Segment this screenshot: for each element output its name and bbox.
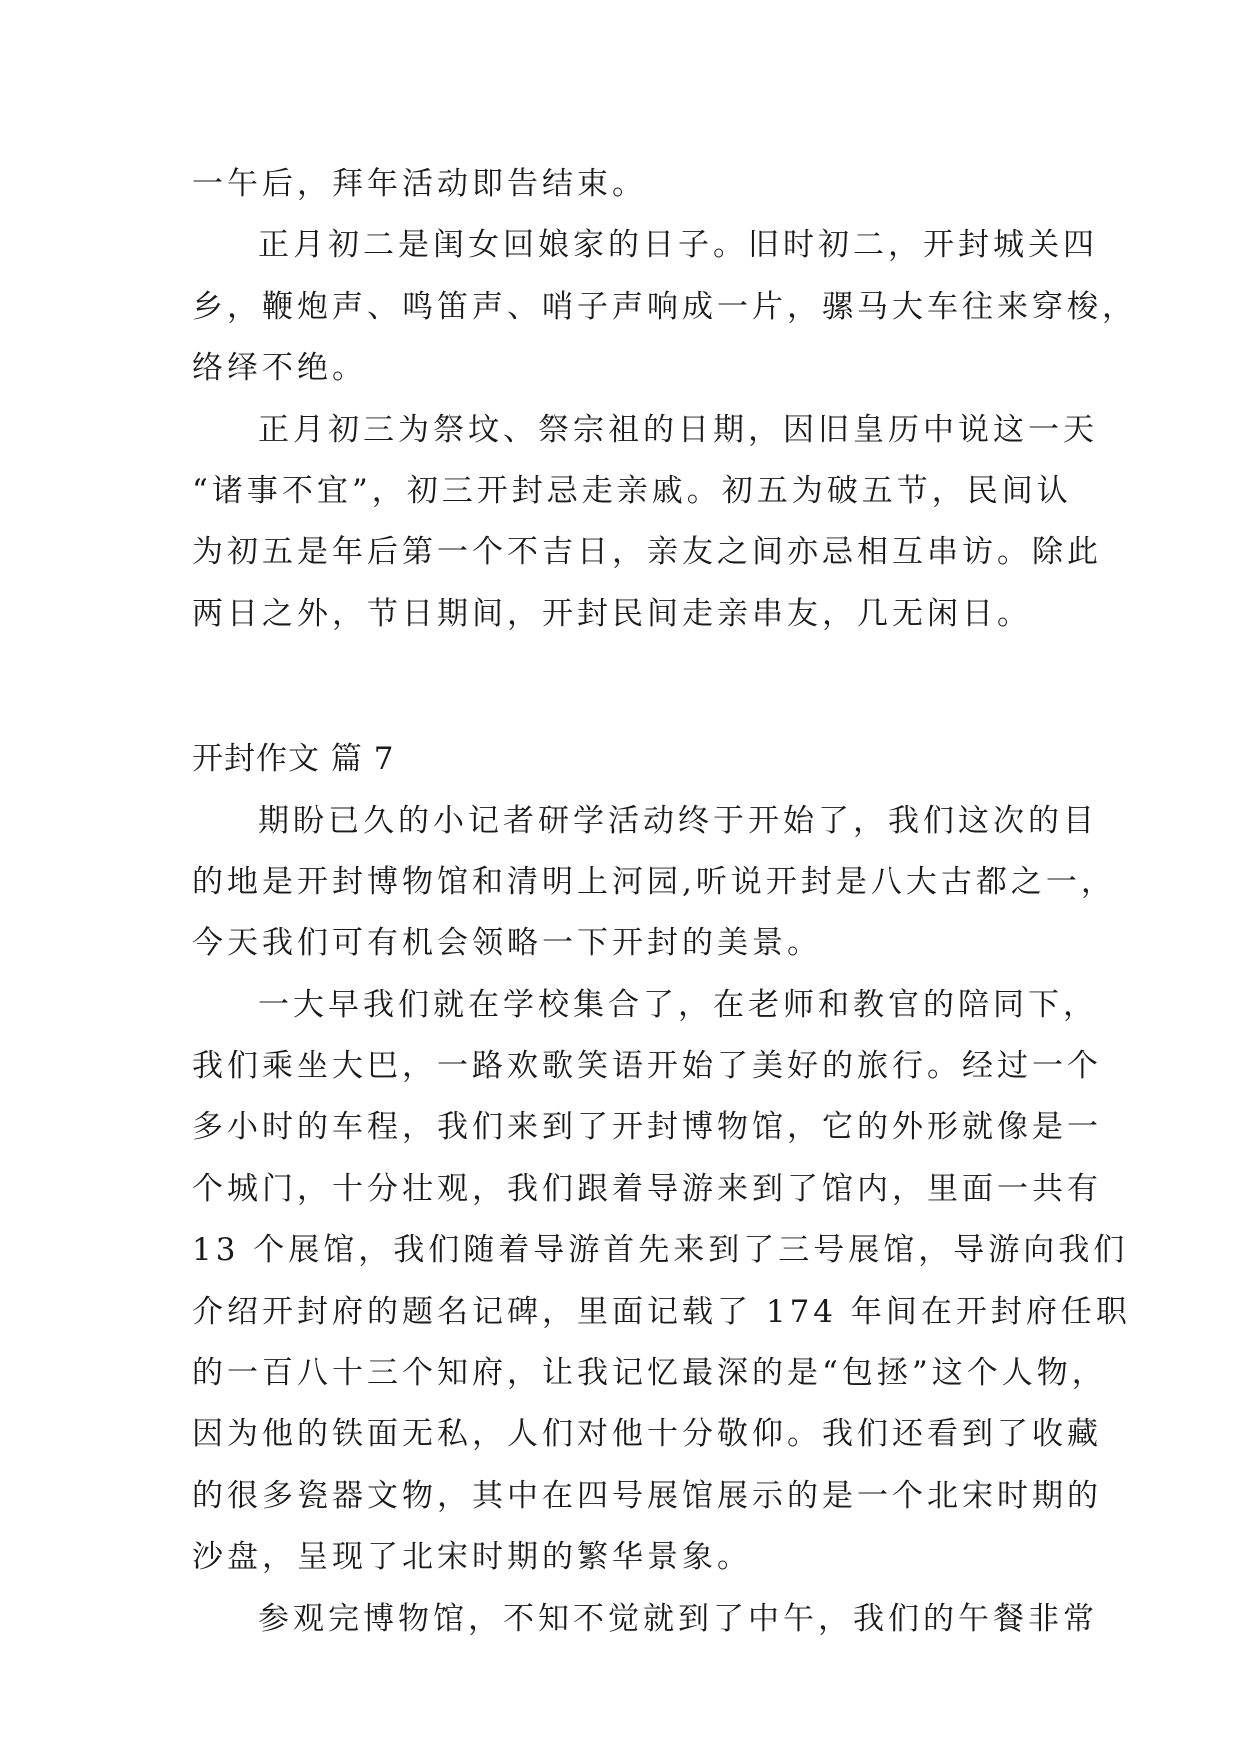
text-line: 乡，鞭炮声、鸣笛声、哨子声响成一片，骡马大车往来穿梭， xyxy=(192,288,1137,325)
text-line: 因为他的铁面无私，人们对他十分敬仰。我们还看到了收藏 xyxy=(192,1416,1102,1453)
text-line: 一午后，拜年活动即告结束。 xyxy=(192,166,647,202)
document-page xyxy=(192,154,1137,1650)
paragraph xyxy=(192,791,1116,975)
paragraph xyxy=(192,975,1131,1589)
text-line: 13 个展馆，我们随着导游首先来到了三号展馆，导游向我们 xyxy=(192,1232,1129,1269)
text-line: “诸事不宜”，初三开封忌走亲戚。初五为破五节，民间认 xyxy=(192,472,1072,509)
section-title: 开封作文 篇 7 xyxy=(192,741,395,778)
text-line: 正月初二是闺女回娘家的日子。旧时初二，开封城关四 xyxy=(258,227,1098,264)
text-line: 为初五是年后第一个不吉日，亲友之间亦忌相互串访。除此 xyxy=(192,534,1102,571)
text-line: 络绎不绝。 xyxy=(192,350,367,387)
text-line: 两日之外，节日期间，开封民间走亲串友，几无闲日。 xyxy=(192,595,1032,632)
text-line: 个城门，十分壮观，我们跟着导游来到了馆内，里面一共有 xyxy=(192,1170,1102,1207)
text-line: 一大早我们就在学校集合了，在老师和教官的陪同下， xyxy=(258,986,1098,1023)
paragraph xyxy=(192,1589,1098,1650)
text-line: 的地是开封博物馆和清明上河园,听说开封是八大古都之一， xyxy=(192,863,1116,900)
text-line: 沙盘，呈现了北宋时期的繁华景象。 xyxy=(192,1539,752,1576)
text-line: 的很多瓷器文物，其中在四号展馆展示的是一个北宋时期的 xyxy=(192,1477,1102,1514)
text-line: 参观完博物馆，不知不觉就到了中午，我们的午餐非常 xyxy=(258,1600,1098,1637)
text-line: 正月初三为祭坟、祭宗祖的日期，因旧皇历中说这一天 xyxy=(258,411,1098,448)
text-line: 今天我们可有机会领略一下开封的美景。 xyxy=(192,925,822,962)
paragraph xyxy=(192,400,1102,646)
text-line: 我们乘坐大巴，一路欢歌笑语开始了美好的旅行。经过一个 xyxy=(192,1048,1102,1085)
section-gap xyxy=(192,645,1054,729)
paragraph xyxy=(192,154,1054,215)
paragraph xyxy=(192,215,1137,399)
text-line: 的一百八十三个知府，让我记忆最深的是“包拯”这个人物， xyxy=(192,1355,1107,1392)
text-line: 介绍开封府的题名记碑，里面记载了 174 年间在开封府任职 xyxy=(192,1293,1131,1330)
text-line: 多小时的车程，我们来到了开封博物馆，它的外形就像是一 xyxy=(192,1109,1102,1146)
text-line: 期盼已久的小记者研学活动终于开始了，我们这次的目 xyxy=(258,802,1098,839)
